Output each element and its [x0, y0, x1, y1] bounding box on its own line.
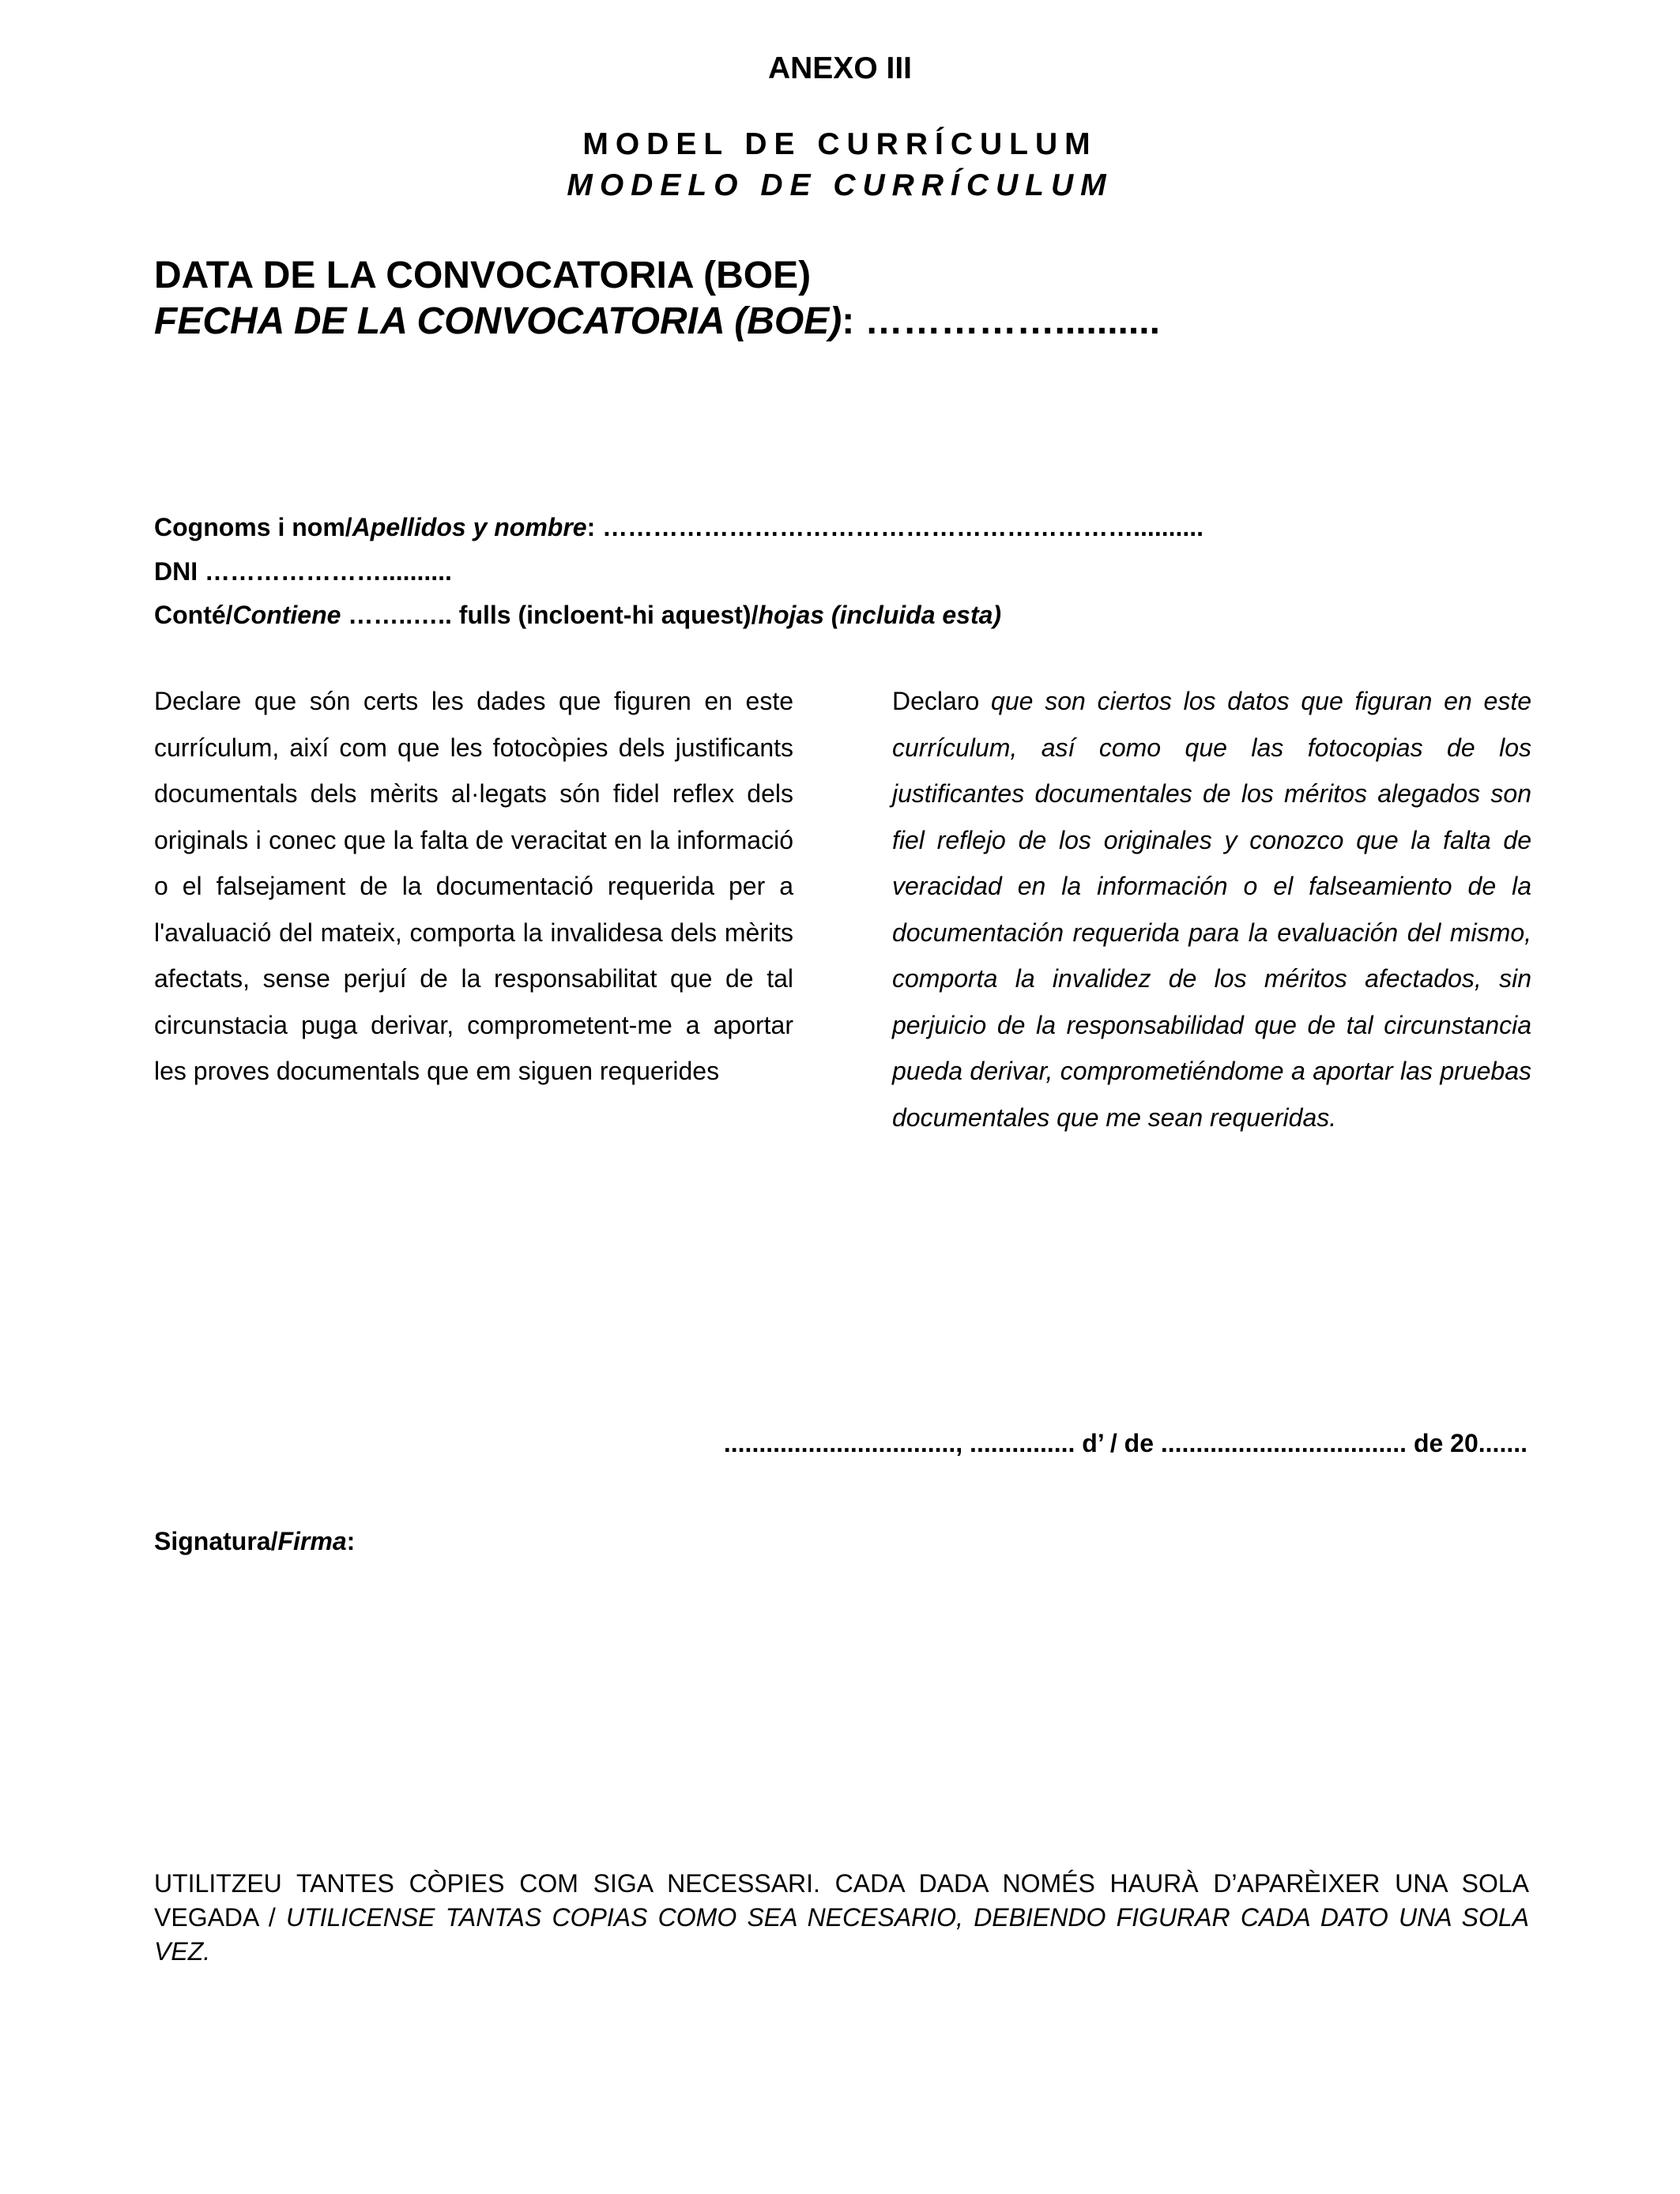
- footer-note-catalan: UTILITZEU TANTES CÒPIES COM SIGA NECESSARI. CADA DADA NOMÉS HAURÀ D’APARÈIXER UNA SOLA VEGADA /: [154, 1869, 1529, 1932]
- name-label-catalan: Cognoms i nom/: [154, 513, 352, 541]
- place-date-line: ................................., ............... d’ / de ................................... de 20.......: [723, 1429, 1527, 1457]
- declaration-spanish-body: que son ciertos los datos que figuran en este currículum, así como que las fotocopias de los justificantes documentales de los méritos alegados son fiel reflejo de los originales y conozco que la falta de veracidad en la información o el falseamiento de la documentación requerida para la evaluación del mismo, comporta la invalidez de los méritos afectados, sin perjuicio de la responsabilidad que de tal circunstancia pueda derivar, comprometiéndome a aportar las pruebas documentales que me sean requeridas.: [892, 687, 1531, 1132]
- footer-note: [154, 1867, 1529, 1969]
- pages-suffix-spanish: hojas (incluida esta): [758, 601, 1002, 629]
- convocatoria-date-label-catalan: DATA DE LA CONVOCATORIA (BOE): [154, 254, 812, 296]
- name-label-spanish: Apellidos y nombre: [352, 513, 587, 541]
- convocatoria-date-field: [154, 299, 1537, 345]
- dni-field: [154, 556, 1537, 587]
- declaration-spanish: [892, 678, 1531, 1140]
- page-count-blank: ……..….. fulls (incloent-hi aquest)/: [341, 601, 759, 629]
- signature-field: [154, 1525, 355, 1557]
- signature-colon: :: [346, 1527, 356, 1555]
- model-title-spanish: MODELO DE CURRÍCULUM: [567, 168, 1113, 202]
- model-title-catalan: MODEL DE CURRÍCULUM: [582, 127, 1098, 161]
- annex-title: ANEXO III: [767, 51, 913, 85]
- contains-label-catalan: Conté/: [154, 601, 233, 629]
- convocatoria-date-label-spanish: FECHA DE LA CONVOCATORIA (BOE): [154, 300, 842, 342]
- declaration-spanish-lead: Declaro: [892, 687, 980, 715]
- signature-label-catalan: Signatura/: [154, 1527, 278, 1555]
- contains-label-spanish: Contiene: [232, 601, 341, 629]
- dni-label: DNI: [154, 557, 205, 586]
- footer-note-spanish: UTILICENSE TANTAS COPIAS COMO SEA NECESARIO, DEBIENDO FIGURAR CADA DATO UNA SOLA VEZ.: [154, 1903, 1530, 1966]
- declaration-catalan: Declare que són certs les dades que figuren en este currículum, així com que les fotocòpies dels justificants documentals dels mèrits al·legats són fidel reflex dels originals i conec que la falta de veracitat en la informació o el falsejament de la documentació requerida per a l'avaluació del mateix, comporta la invalidesa dels mèrits afectats, sense perjuí de la responsabilitat que de tal circunstacia puga derivar, comprometent-me a aportar les proves documentals que em siguen requerides: [154, 687, 793, 1085]
- convocatoria-date-blank: : ……………..........: [842, 300, 1160, 342]
- dni-blank: …………………..........: [205, 557, 452, 586]
- name-blank: : ………………………………………………………..........: [586, 513, 1204, 541]
- page-count-field: [154, 599, 1537, 631]
- name-field: [154, 511, 1537, 543]
- signature-label-spanish: Firma: [277, 1527, 347, 1555]
